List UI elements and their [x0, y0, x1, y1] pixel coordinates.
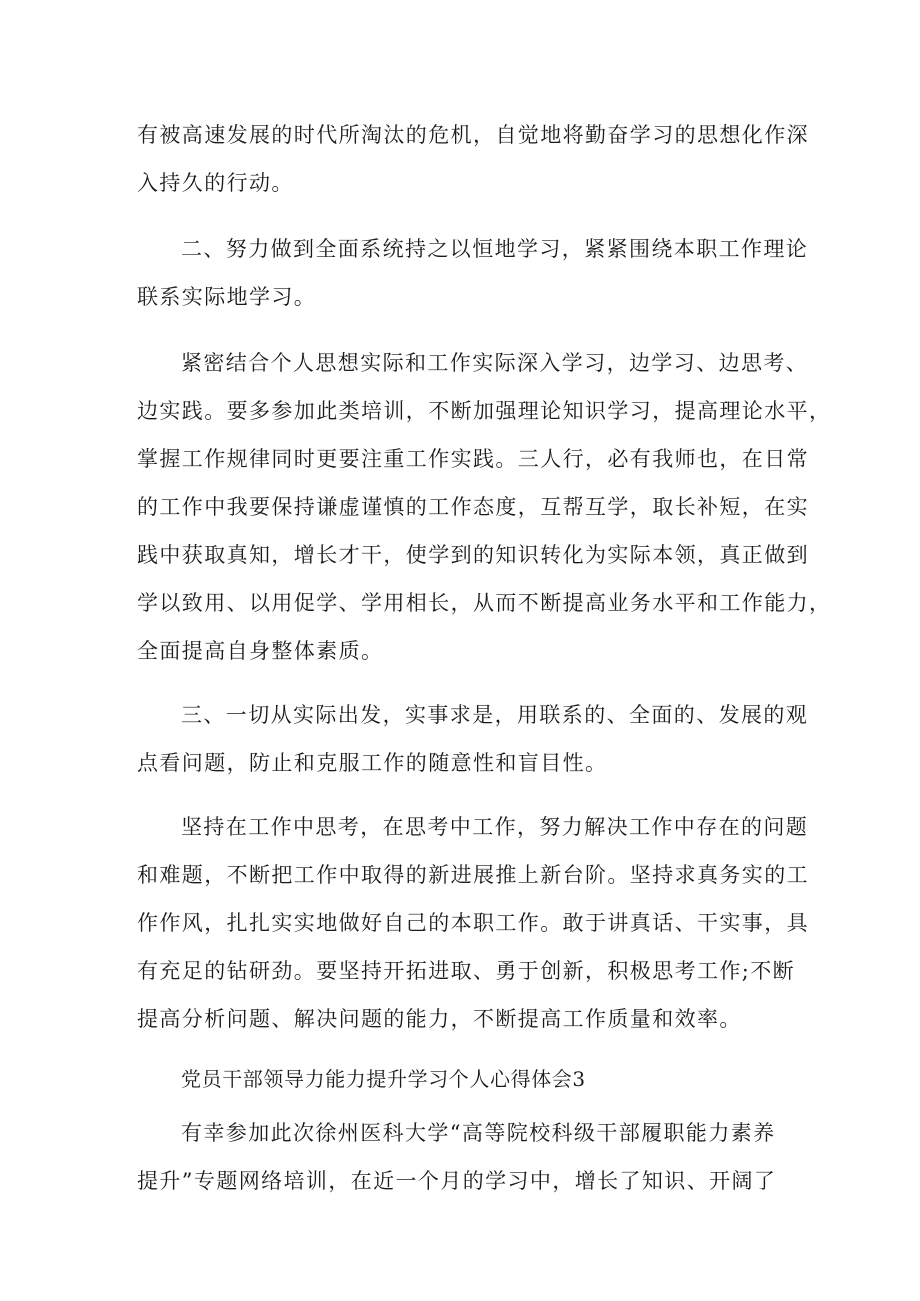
paragraph-1-line-2: 入持久的行动。: [137, 171, 294, 195]
paragraph-3-line-1: 紧密结合个人思想实际和工作实际深入学习，边学习、边思考、: [181, 351, 809, 375]
paragraph-3-line-5: 践中获取真知，增长才干，使学到的知识转化为实际本领，真正做到: [137, 543, 809, 567]
paragraph-3-line-6: 学以致用、以用促学、学用相长，从而不断提高业务水平和工作能力，: [137, 591, 832, 615]
paragraph-6-line-1: 有幸参加此次徐州医科大学“高等院校科级干部履职能力素养: [181, 1121, 776, 1145]
section-heading: 党员干部领导力能力提升学习个人心得体会3: [181, 1067, 586, 1091]
paragraph-3-line-2: 边实践。要多参加此类培训，不断加强理论知识学习，提高理论水平，: [137, 399, 832, 423]
paragraph-5-line-2: 和难题，不断把工作中取得的新进展推上新台阶。坚持求真务实的工: [137, 863, 809, 887]
paragraph-2-line-2: 联系实际地学习。: [137, 285, 317, 309]
paragraph-4-line-2: 点看问题，防止和克服工作的随意性和盲目性。: [137, 751, 608, 775]
paragraph-6-line-2: 提升”专题网络培训，在近一个月的学习中，增长了知识、开阔了: [137, 1169, 777, 1193]
paragraph-5-line-3: 作作风，扎扎实实地做好自己的本职工作。敢于讲真话、干实事，具: [137, 911, 809, 935]
paragraph-2-line-1: 二、努力做到全面系统持之以恒地学习，紧紧围绕本职工作理论: [181, 237, 809, 261]
paragraph-4-line-1: 三、一切从实际出发，实事求是，用联系的、全面的、发展的观: [181, 703, 809, 727]
paragraph-5-line-4: 有充足的钻研劲。要坚持开拓进取、勇于创新，积极思考工作;不断: [137, 959, 796, 983]
paragraph-3-line-4: 的工作中我要保持谦虚谨慎的工作态度，互帮互学，取长补短，在实: [137, 495, 809, 519]
paragraph-1-line-1: 有被高速发展的时代所淘汰的危机，自觉地将勤奋学习的思想化作深: [137, 123, 809, 147]
paragraph-5-line-1: 坚持在工作中思考，在思考中工作，努力解决工作中存在的问题: [181, 815, 809, 839]
paragraph-3-line-3: 掌握工作规律同时更要注重工作实践。三人行，必有我师也，在日常: [137, 447, 809, 471]
paragraph-3-line-7: 全面提高自身整体素质。: [137, 639, 384, 663]
paragraph-5-line-5: 提高分析问题、解决问题的能力，不断提高工作质量和效率。: [137, 1007, 742, 1031]
